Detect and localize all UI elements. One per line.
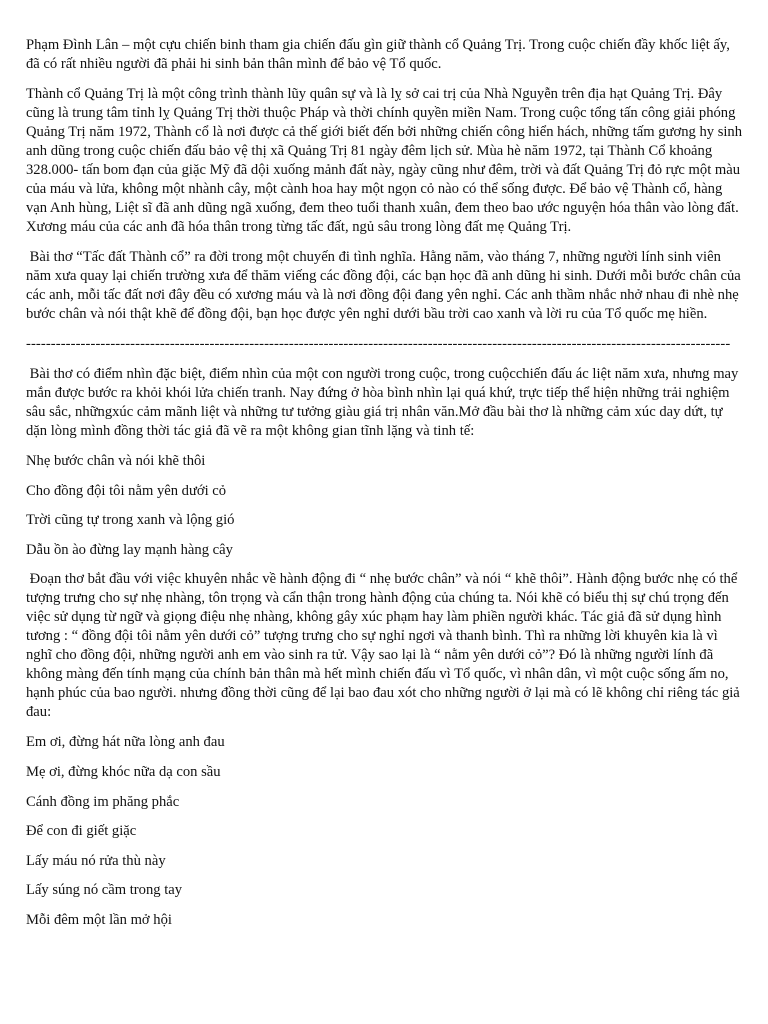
verse-line: Dẫu ồn ào đừng lay mạnh hàng cây xyxy=(26,541,233,558)
verse-line: Cánh đồng im phăng phắc xyxy=(26,793,180,810)
verse-line: Mỗi đêm một lần mở hội xyxy=(26,911,172,928)
verse-line: Lấy súng nó cầm trong tay xyxy=(26,882,183,899)
verse-line: Cho đồng đội tôi nằm yên dưới cỏ xyxy=(26,482,227,499)
verse-line: Nhẹ bước chân và nói khẽ thôi xyxy=(26,453,206,469)
analysis-paragraph: Bài thơ có điểm nhìn đặc biệt, điểm nhìn của một con người trong cuộc, trong cuộcchiến đấu ác liệt năm xưa, nhưng may mắn được bước ra khỏi khói lửa chiến tranh. Nay đứng ở hòa bình nhìn lại quá khứ, trực tiếp thể hiện những trải nghiệm sâu sắc, nhữngxúc cảm mãnh liệt và những tư tưởng giàu giá trị nhân văn.Mở đầu bài thơ là những cảm xúc day dứt, tự dặn lòng mình đồng thời tác giả đã vẽ ra một không gian tĩnh lặng và tinh tế: xyxy=(26,366,742,439)
verse-block-2 xyxy=(26,733,744,930)
verse-line: Trời cũng tự trong xanh và lộng gió xyxy=(26,512,235,529)
document-page xyxy=(26,36,744,941)
dashed-divider: ---------------------------------------------------------------------------------------------------------------------------------------------- xyxy=(26,336,731,352)
verse-line: Mẹ ơi, đừng khóc nữa dạ con sầu xyxy=(26,763,221,780)
verse-line: Em ơi, đừng hát nữa lòng anh đau xyxy=(26,734,225,751)
verse-block-1 xyxy=(26,452,744,560)
commentary-paragraph: Đoạn thơ bắt đầu với việc khuyên nhắc về hành động đi “ nhẹ bước chân” và nói “ khẽ thôi”. Hành động bước nhẹ có thể tượng trưng cho sự nhẹ nhàng, tôn trọng và cẩn thận trong hành động của chúng ta. Nói khẽ có biểu thị sự chú trọng đến việc sử dụng từ ngữ và giọng điệu nhẹ nhàng, không gây xúc phạm hay làm phiền người khác. Tác giả đã sử dụng hình tương : “ đồng đội tôi nằm yên dưới cỏ” tượng trưng cho sự nghỉ ngơi và thanh bình. Thì ra những lời khuyên kia là vì nghĩ cho đồng đội, những người anh em vào sinh ra tử. Vậy sao lại là “ nằm yên dưới cỏ”? Đó là những người lính đã không màng đến tính mạng của chính bản thân mà hết mình chiến đấu vì Tổ quốc, vì nhân dân, vì một cuộc sống ấm no, hạnh phúc của bao người. nhưng đồng thời cũng để lại bao đau xót cho những người ở lại mà có lẽ không chỉ riêng tác giả đau: xyxy=(26,571,744,721)
verse-line: Lấy máu nó rửa thù này xyxy=(26,852,166,869)
history-paragraph: Thành cổ Quảng Trị là một công trình thành lũy quân sự và là lỵ sở cai trị của Nhà Nguyễn trên địa hạt Quảng Trị. Đây cũng là trung tâm tỉnh lỵ Quảng Trị thời thuộc Pháp và thời chính quyền miền Nam. Trong cuộc tổng tấn công giải phóng Quảng Trị năm 1972, Thành cổ là nơi được cả thế giới biết đến bởi những chiến công hiển hách, những tấm gương hy sinh anh dũng trong cuộc chiến đấu bảo vệ thị xã Quảng Trị 81 ngày đêm lịch sử. Mùa hè năm 1972, tại Thành Cổ khoảng 328.000- tấn bom đạn của giặc Mỹ đã dội xuống mảnh đất này, ngày cũng như đêm, trời và đất Quảng Trị đỏ rực một màu của máu và lửa, không một nhành cây, một cành hoa hay một ngọn cỏ nào có thể sống được. Để bảo vệ Thành cổ, hàng vạn Anh hùng, Liệt sĩ đã anh dũng ngã xuống, đem theo tuổi thanh xuân, đem theo bao ước nguyện hóa thân vào lòng đất. Xương máu của các anh đã hóa thân trong từng tấc đất, ngủ sâu trong lòng đất mẹ Quảng Trị. xyxy=(26,86,746,235)
verse-line: Để con đi giết giặc xyxy=(26,823,137,840)
poem-origin-paragraph: Bài thơ “Tấc đất Thành cổ” ra đời trong một chuyến đi tình nghĩa. Hằng năm, vào tháng 7, những người lính sinh viên năm xưa quay lại chiến trường xưa để thăm viếng các đồng đội, các bạn học đã anh dũng hi sinh. Dưới mỗi bước chân của các anh, mỗi tấc đất nơi đây đều có xương máu và là nơi đồng đội đang yên nghỉ. Các anh thầm nhắc nhở nhau đi nhè nhẹ bước chân và nói thật khẽ để đồng đội, bạn học được yên nghỉ dưới bầu trời cao xanh và lời ru của Tổ quốc mẹ hiền. xyxy=(26,249,745,322)
intro-paragraph: Phạm Đình Lân – một cựu chiến binh tham gia chiến đấu gìn giữ thành cổ Quảng Trị. Trong cuộc chiến đầy khốc liệt ấy, đã có rất nhiều người đã phải hi sinh bản thân mình để bảo vệ Tổ quốc. xyxy=(26,37,734,72)
